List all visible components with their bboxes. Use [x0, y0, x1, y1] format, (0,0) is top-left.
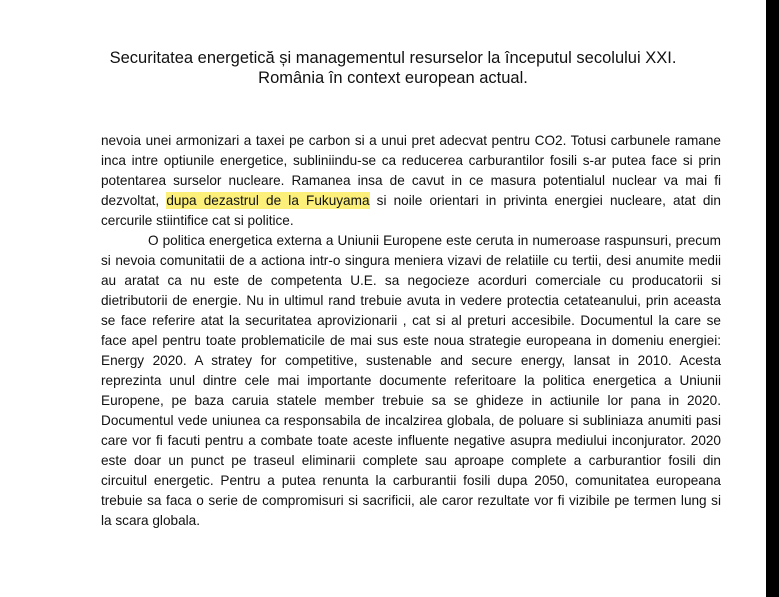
document-body: [101, 131, 721, 531]
paragraph-2: O politica energetica externa a Uniunii Europene este ceruta in numeroase raspunsuri, precum si nevoia comunitatii de a actiona intr-o singura meniera vizavi de relatiile cu tertii, desi anumite medii au aratat ca nu este de competenta U.E. sa negocieze acorduri comerciale cu producatorii si dietributorii de energie. Nu in ultimul rand trebuie avuta in vedere protectia cetateanului, prin aceasta se face referire atat la securitatea aprovizionarii , cat si al preturi accesibile. Documentul la care se face apel pentru toate problematicile de mai sus este noua strategie europeana in domeniu energiei: Energy 2020. A stratey for competitive, sustenable and secure energy, lansat in 2010. Acesta reprezinta unul dintre cele mai importante documente referitoare la politica energetica a Uniunii Europene, pe baza caruia statele member trebuie sa se ghideze in actiunile lor pana in 2020. Documentul vede uniunea ca responsabila de incalzirea globala, de poluare si subliniaza anumiti pasi care vor fi facuti pentru a combate toate aceste influente negative asupra mediului inconjurator. 2020 este doar un punct pe traseul eliminarii complete sau aproape complete a carburantior fosili din circuitul energetic. Pentru a putea renunta la carburantii fosili dupa 2050, comunitatea europeana trebuie sa faca o serie de compromisuri si sacrificii, ale caror rezultate vor fi vizibile pe termen lung si la scara globala.: [101, 233, 721, 528]
paragraph-1-text-after: si noile orientari in privinta energiei nucleare, atat din cercurile stiintifice cat si politice.: [101, 193, 721, 228]
highlighted-text: dupa dezastrul de la Fukuyama: [166, 193, 370, 208]
document-title: [60, 48, 726, 88]
paragraph-1: [101, 131, 721, 231]
title-line-1: Securitatea energetică și managementul resurselor la începutul secolului XXI.: [109, 49, 677, 67]
paragraph-1-text-before: nevoia unei armonizari a taxei pe carbon si a unui pret adecvat pentru CO2. Totusi carbunele ramane inca intre optiunile energetice, subliniindu-se ca reducerea carburantilor fosili s-ar putea face si prin potentarea surselor nucleare. Ramanea insa de cavut in ce masura potentialul nuclear va mai fi dezvoltat,: [101, 133, 721, 208]
title-line-2: România în context european actual.: [258, 69, 528, 87]
